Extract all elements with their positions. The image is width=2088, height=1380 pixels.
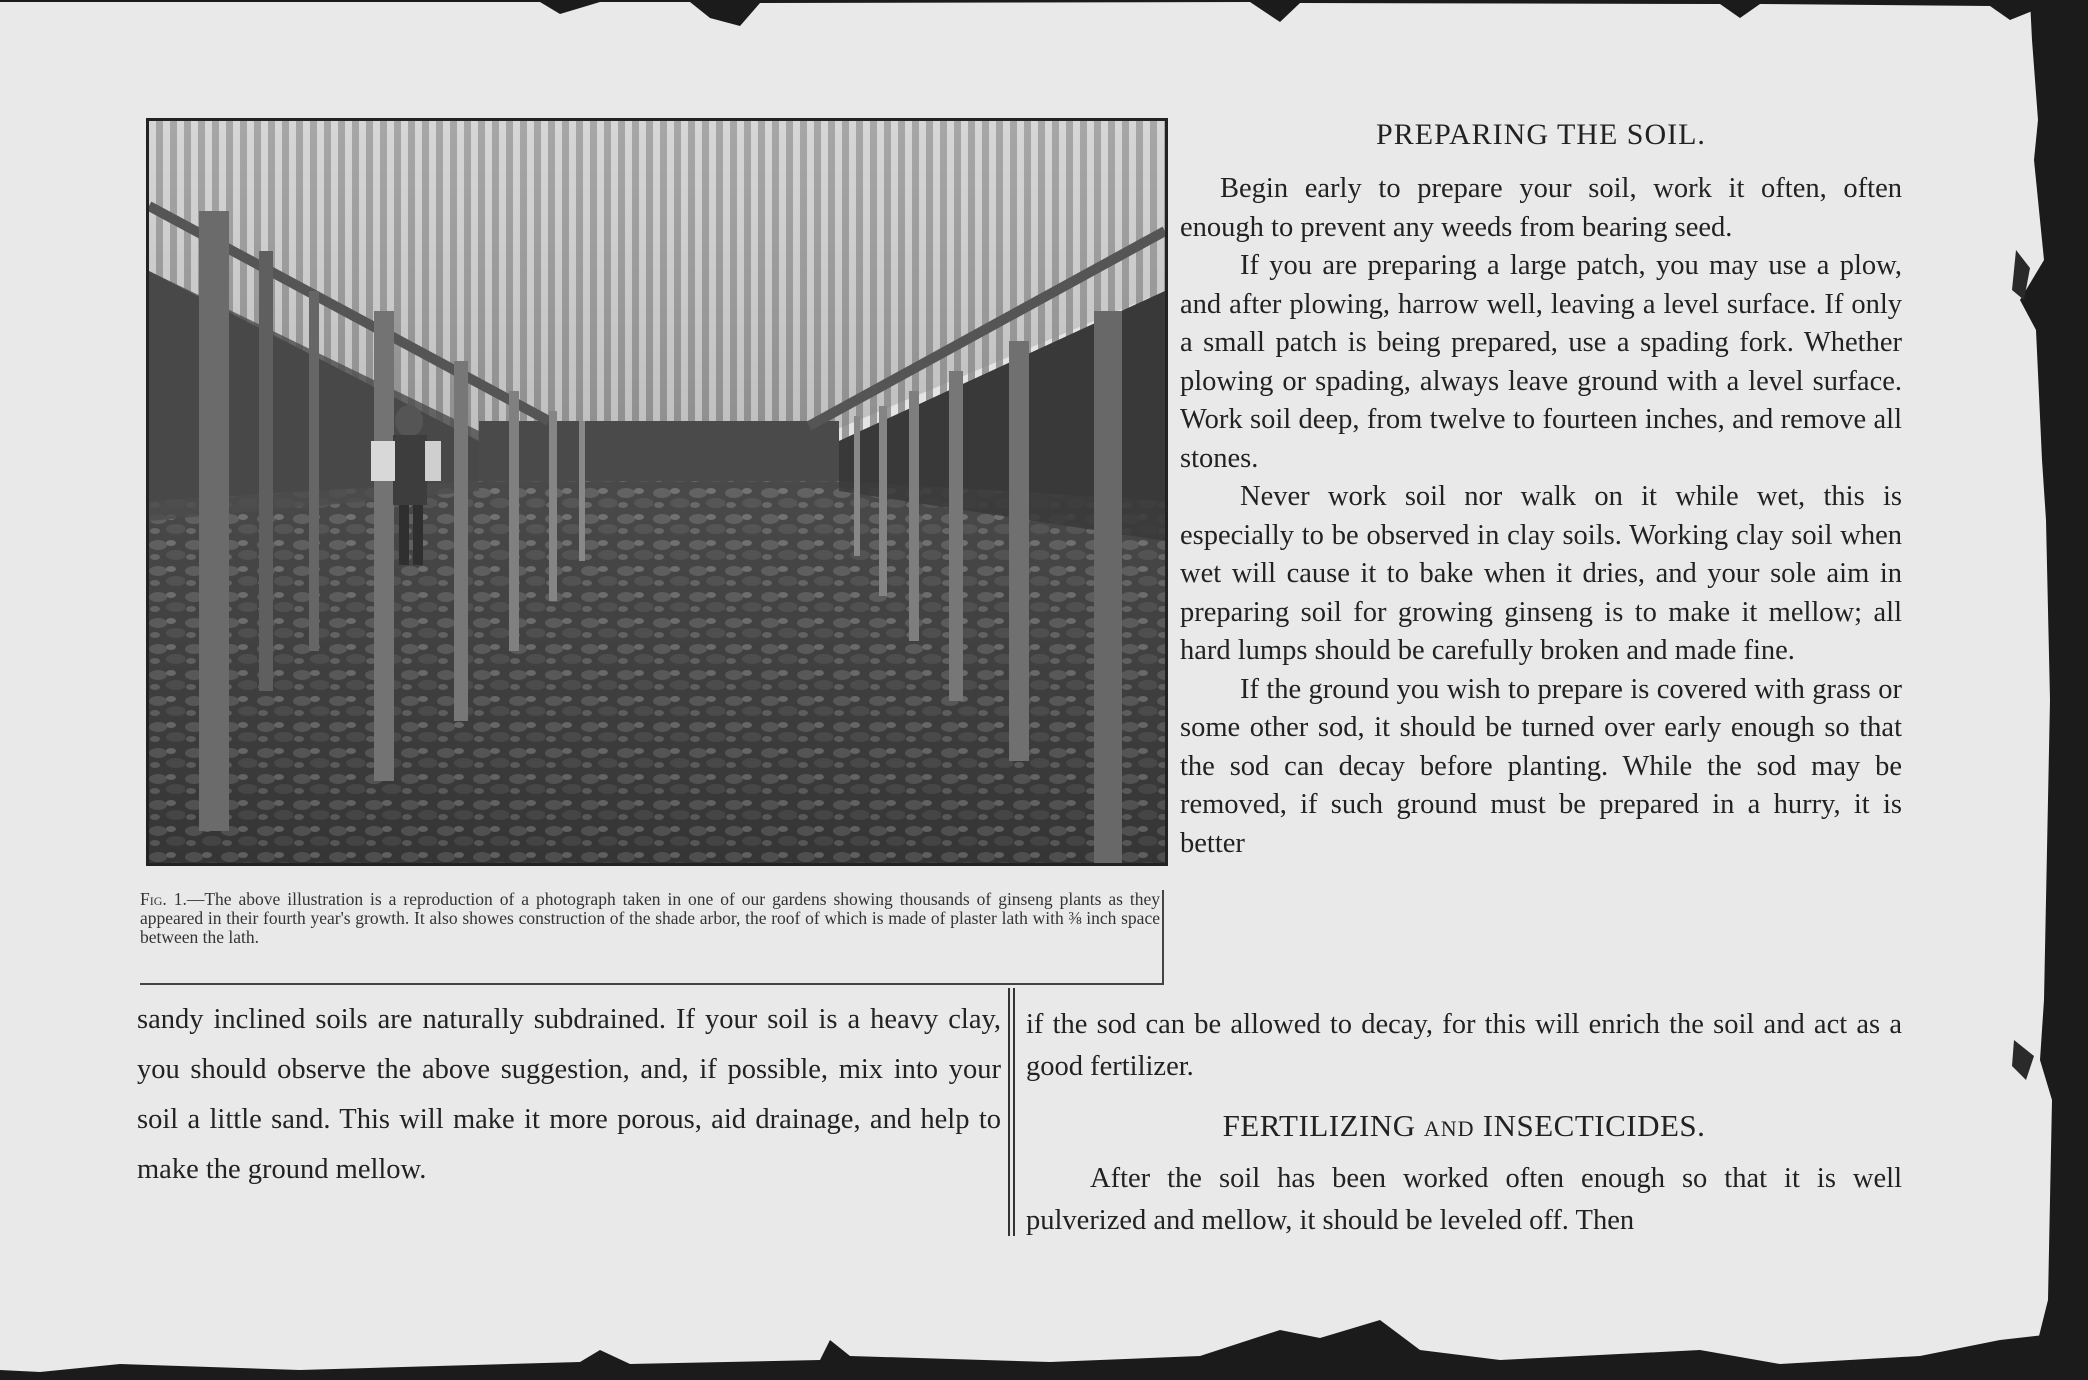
torn-bottom-edge (0, 1300, 2088, 1380)
torn-top-edge (0, 0, 2088, 60)
paragraph-2: If you are preparing a large patch, you may use a plow, and after plowing, harrow well, leaving a level surface. If only a small patch is being prepared, use a spading fork. Whether plowing or spading, always leave ground with a level surface. Work soil deep, from twelve to fourteen inches, and remove all stones. (1180, 250, 1902, 474)
section-heading-preparing-soil: PREPARING THE SOIL. (1376, 118, 1706, 151)
heading-word-fertilizing: FERTILIZING (1222, 1108, 1416, 1143)
caption-rule (140, 983, 1164, 985)
paragraph-4: If the ground you wish to prepare is covered with grass or some other sod, it should be turned over early enough so that the sod can decay before planting. While the sod may be removed, if such ground must be prepared in a hurry, it is better (1180, 673, 1902, 859)
caption-vertical-rule (1162, 890, 1164, 985)
continuation-paragraph: if the sod can be allowed to decay, for this will enrich the soil and act as a good fertilizer. (1026, 1009, 1902, 1082)
bottom-left-column: sandy inclined soils are naturally subdrained. If your soil is a heavy clay, you should observe the above suggestion, and, if possible, mix into your soil a little sand. This will make it more porous, aid drainage, and help to make the ground mellow. (137, 1004, 1001, 1185)
figure-caption-text: —The above illustration is a reproduction of a photograph taken in one of our gardens showing thousands of ginseng plants as they appeared in their fourth year's growth. It also showes construction of the shade arbor, the roof of which is made of plaster lath with ⅜ inch space between the lath. (140, 889, 1160, 947)
paragraph-3: Never work soil nor walk on it while wet, this is especially to be observed in clay soils. Working clay soil when wet will cause it to bake when it dries, and your sole aim in preparing soil for growing ginseng is to make it mellow; all hard lumps should be carefully broken and made fine. (1180, 481, 1902, 666)
fertilizing-paragraph: After the soil has been worked often enough so that it is well pulverized and mellow, it should be leveled off. Then (1026, 1163, 1902, 1236)
heading-word-and: AND (1423, 1116, 1475, 1141)
figure-caption (140, 890, 1160, 947)
heading-word-insecticides: INSECTICIDES. (1482, 1108, 1706, 1143)
torn-right-edge (1990, 0, 2088, 1380)
paragraph-1: Begin early to prepare your soil, work it often, often enough to prevent any weeds from bearing seed. (1180, 173, 1902, 243)
ginseng-garden-photo (146, 118, 1168, 866)
bottom-right-column (1026, 1004, 1902, 1242)
right-column (1180, 118, 1902, 863)
figure-caption-label: Fig. 1. (140, 889, 187, 909)
column-divider (1008, 988, 1015, 1236)
section-heading-fertilizing (1026, 1108, 1902, 1144)
